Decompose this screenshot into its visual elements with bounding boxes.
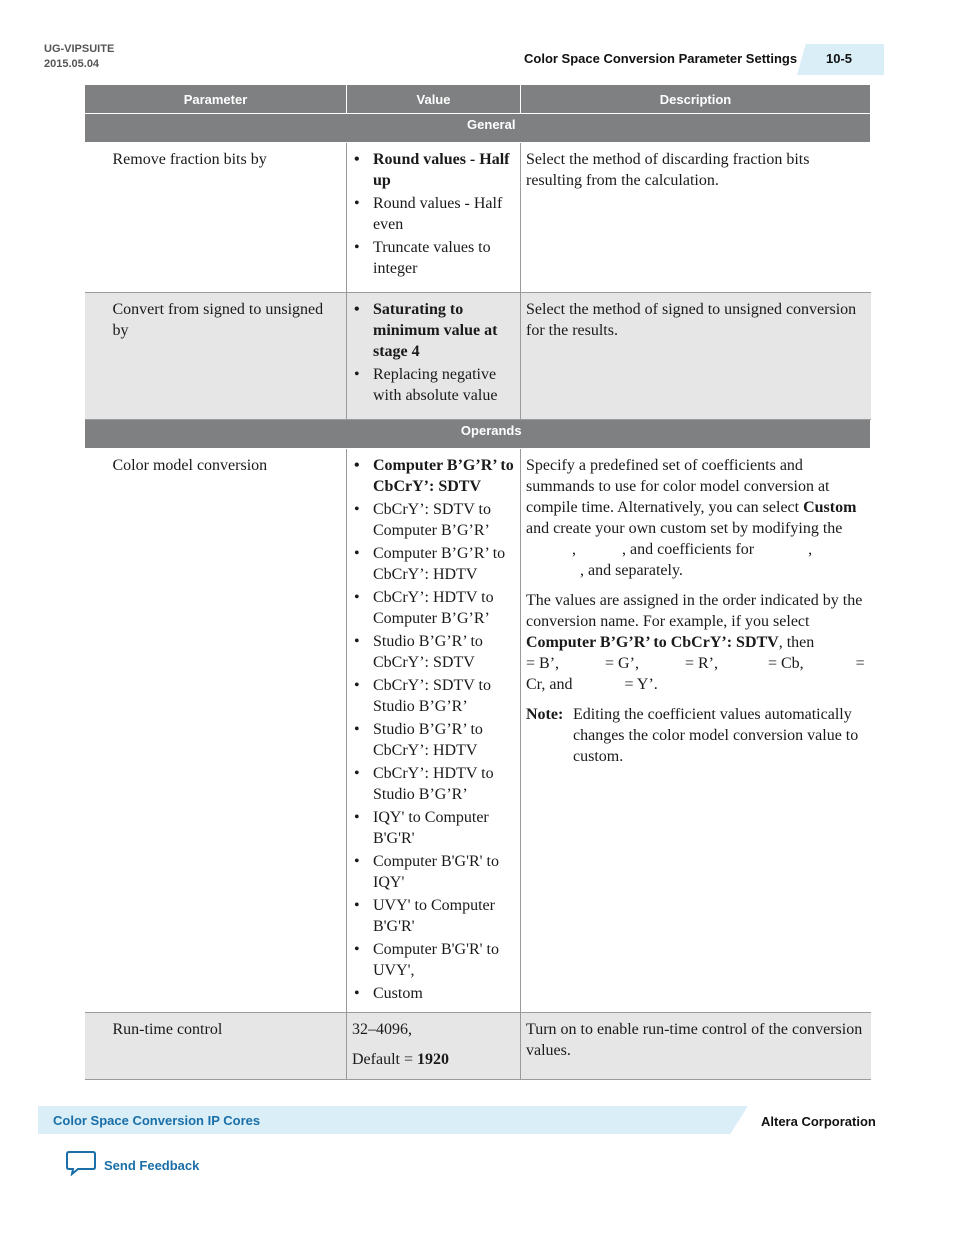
column-header-parameter: Parameter bbox=[85, 85, 347, 114]
send-feedback-label[interactable]: Send Feedback bbox=[104, 1158, 200, 1173]
description-text: = Cb, bbox=[767, 655, 804, 672]
value-list bbox=[352, 455, 515, 1004]
parameter-cell: Run-time control bbox=[85, 1013, 347, 1080]
note-label: Note: bbox=[526, 706, 564, 723]
parameter-table bbox=[84, 84, 871, 1080]
description-text: coefficients for bbox=[657, 541, 755, 558]
list-item: • Computer B’G’R’ to CbCrY’: HDTV bbox=[352, 543, 515, 585]
description-cell bbox=[521, 449, 871, 1013]
parameter-cell: Color model conversion bbox=[85, 449, 347, 1013]
footer-company: Altera Corporation bbox=[761, 1114, 876, 1129]
table-row-remove-fraction bbox=[85, 143, 871, 293]
group-label-operands: Operands bbox=[85, 420, 871, 449]
description-text: = Y’. bbox=[624, 676, 658, 693]
value-cell bbox=[347, 1013, 521, 1080]
column-header-value: Value bbox=[347, 85, 521, 114]
speech-bubble-icon bbox=[66, 1150, 96, 1181]
description-text: , bbox=[808, 541, 813, 558]
value-list bbox=[352, 299, 515, 406]
description-cell: Select the method of signed to unsigned conversion for the results. bbox=[521, 293, 871, 420]
list-item: • Replacing negative with absolute value bbox=[352, 364, 515, 406]
custom-term: Custom bbox=[803, 499, 857, 516]
description-text: , and bbox=[622, 541, 654, 558]
default-number: 1920 bbox=[417, 1051, 449, 1068]
list-item: • Studio B’G’R’ to CbCrY’: SDTV bbox=[352, 631, 515, 673]
list-item: • Round values - Half even bbox=[352, 193, 515, 235]
running-title: Color Space Conversion Parameter Settings bbox=[524, 51, 798, 66]
description-text: , bbox=[778, 634, 783, 651]
doc-date: 2015.05.04 bbox=[44, 58, 100, 70]
table-header-row bbox=[85, 85, 871, 114]
description-text: The values are assigned in the order indicated by the conversion name. For example, if you select bbox=[526, 592, 863, 630]
note-text: Editing the coefficient values automatically changes the color model conversion value to custom. bbox=[573, 706, 859, 765]
description-text: separately. bbox=[615, 562, 683, 579]
value-cell bbox=[347, 143, 521, 293]
parameter-cell: Remove fraction bits by bbox=[85, 143, 347, 293]
description-text: then bbox=[786, 634, 815, 651]
description-paragraph bbox=[526, 455, 866, 581]
description-text: , bbox=[572, 541, 576, 558]
description-text: = G’, bbox=[605, 655, 639, 672]
column-header-description: Description bbox=[521, 85, 871, 114]
list-item: • IQY' to Computer B'G'R' bbox=[352, 807, 515, 849]
note-block bbox=[526, 704, 866, 767]
table-row-signed-unsigned bbox=[85, 293, 871, 420]
group-row-general bbox=[85, 114, 871, 143]
list-item: • CbCrY’: HDTV to Computer B’G’R’ bbox=[352, 587, 515, 629]
example-term: Computer B’G’R’ to CbCrY’: SDTV bbox=[526, 634, 779, 651]
description-text: = Cr, and bbox=[526, 655, 865, 693]
send-feedback-link[interactable] bbox=[66, 1150, 199, 1181]
list-item: • CbCrY’: SDTV to Studio B’G’R’ bbox=[352, 675, 515, 717]
list-item: • Truncate values to integer bbox=[352, 237, 515, 279]
value-cell bbox=[347, 293, 521, 420]
default-value bbox=[352, 1049, 515, 1070]
description-text: Specify a predefined set of coefficients and summands to use for color model conversion at compile time. Alternatively, you can select bbox=[526, 457, 830, 516]
page-number: 10-5 bbox=[826, 51, 853, 66]
table-row-color-model bbox=[85, 449, 871, 1013]
list-item: • CbCrY’: SDTV to Computer B’G’R’ bbox=[352, 499, 515, 541]
group-row-operands bbox=[85, 420, 871, 449]
list-item: • Computer B'G'R' to UVY', bbox=[352, 939, 515, 981]
list-item: • Studio B’G’R’ to CbCrY’: HDTV bbox=[352, 719, 515, 761]
list-item: • Saturating to minimum value at stage 4 bbox=[352, 299, 515, 362]
parameter-cell: Convert from signed to unsigned by bbox=[85, 293, 347, 420]
doc-id: UG-VIPSUITE bbox=[44, 43, 115, 55]
default-label: Default = bbox=[352, 1051, 417, 1068]
description-cell: Select the method of discarding fraction bits resulting from the calculation. bbox=[521, 143, 871, 293]
description-text: = R’, bbox=[684, 655, 718, 672]
description-paragraph bbox=[526, 590, 866, 695]
description-text: , and bbox=[580, 562, 612, 579]
table-row-runtime bbox=[85, 1013, 871, 1080]
doc-id-block bbox=[44, 42, 114, 72]
list-item: • Computer B'G'R' to IQY' bbox=[352, 851, 515, 893]
value-range: 32–4096, bbox=[352, 1021, 412, 1038]
list-item: • CbCrY’: HDTV to Studio B’G’R’ bbox=[352, 763, 515, 805]
list-item: • UVY' to Computer B'G'R' bbox=[352, 895, 515, 937]
description-text: = B’, bbox=[526, 655, 560, 672]
group-label-general: General bbox=[85, 114, 871, 143]
description-text: and create your own custom set by modifying the bbox=[526, 520, 843, 537]
list-item: • Custom bbox=[352, 983, 515, 1004]
value-cell bbox=[347, 449, 521, 1013]
list-item: • Computer B’G’R’ to CbCrY’: SDTV bbox=[352, 455, 515, 497]
list-item: • Round values - Half up bbox=[352, 149, 515, 191]
footer-section-title[interactable]: Color Space Conversion IP Cores bbox=[53, 1113, 261, 1128]
description-cell: Turn on to enable run-time control of the conversion values. bbox=[521, 1013, 871, 1080]
value-list bbox=[352, 149, 515, 279]
